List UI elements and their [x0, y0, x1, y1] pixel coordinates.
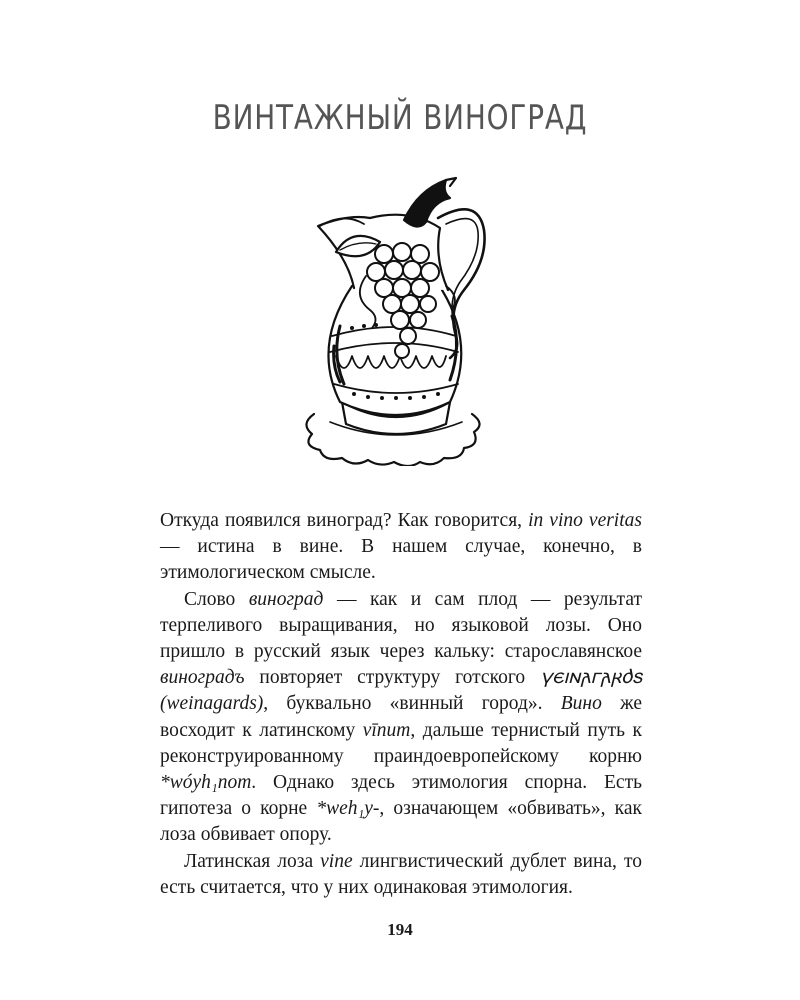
p2-text-i: же восходит к латинскому — [160, 693, 642, 741]
paragraph-3 — [160, 849, 642, 901]
chapter-title: ВИНТАЖНЫЙ ВИНОГРАД — [212, 98, 588, 138]
p3-word-vine: vine — [320, 850, 353, 872]
p3-text-c: лингвистический дублет вина, то есть считается, что у них одинаковая этимология. — [160, 850, 642, 898]
p2-text-e: повторяет структуру готского — [244, 667, 540, 689]
p3-text-a: Латинская лоза — [184, 850, 321, 872]
p2-text-a: Слово — [184, 588, 249, 610]
p2-text-g: , буквально «винный город». — [263, 693, 561, 715]
p2-word-vinum: vīnum — [362, 719, 411, 741]
p2-text-c: — как и сам плод — результат терпеливого выращивания, но языковой лозы. Оно пришло в русский язык через кальку: старославянское — [160, 588, 642, 663]
p2-pie-root-2: *weh₁y- — [316, 798, 380, 820]
p1-text-a: Откуда появился виноград? Как говорится, — [160, 510, 529, 531]
p2-text-m: . Однако здесь этимология спорна. Есть гипотеза о корне — [160, 772, 642, 820]
p2-text-o: , означающем «обвивать», как лоза обвивает опору. — [160, 798, 642, 846]
p2-word-vino: Вино — [560, 693, 602, 715]
paragraph-2 — [160, 587, 642, 849]
p2-pie-root: *wóyh₁nom — [160, 772, 252, 794]
article-body — [160, 508, 642, 901]
paragraph-1 — [160, 508, 642, 587]
p2-text-k: , дальше тернистый путь к реконструированному праиндоевропейскому корню — [160, 719, 642, 767]
p2-word-old-slavonic: виноградъ — [160, 667, 245, 689]
wine-jug-with-grapes-icon — [296, 176, 496, 466]
page-number: 194 — [387, 920, 413, 939]
p2-gothic-word: 𐍅𐌴𐌹𐌽𐌰𐌲𐌰𐍂𐌳𐍃 (weinagards) — [160, 667, 642, 715]
p1-latin-phrase: in vino veritas — [528, 510, 642, 531]
p2-word-vinograd: виноград — [248, 588, 324, 610]
p1-text-c: — истина в вине. В нашем случае, конечно, в этимологическом смысле. — [160, 536, 642, 584]
